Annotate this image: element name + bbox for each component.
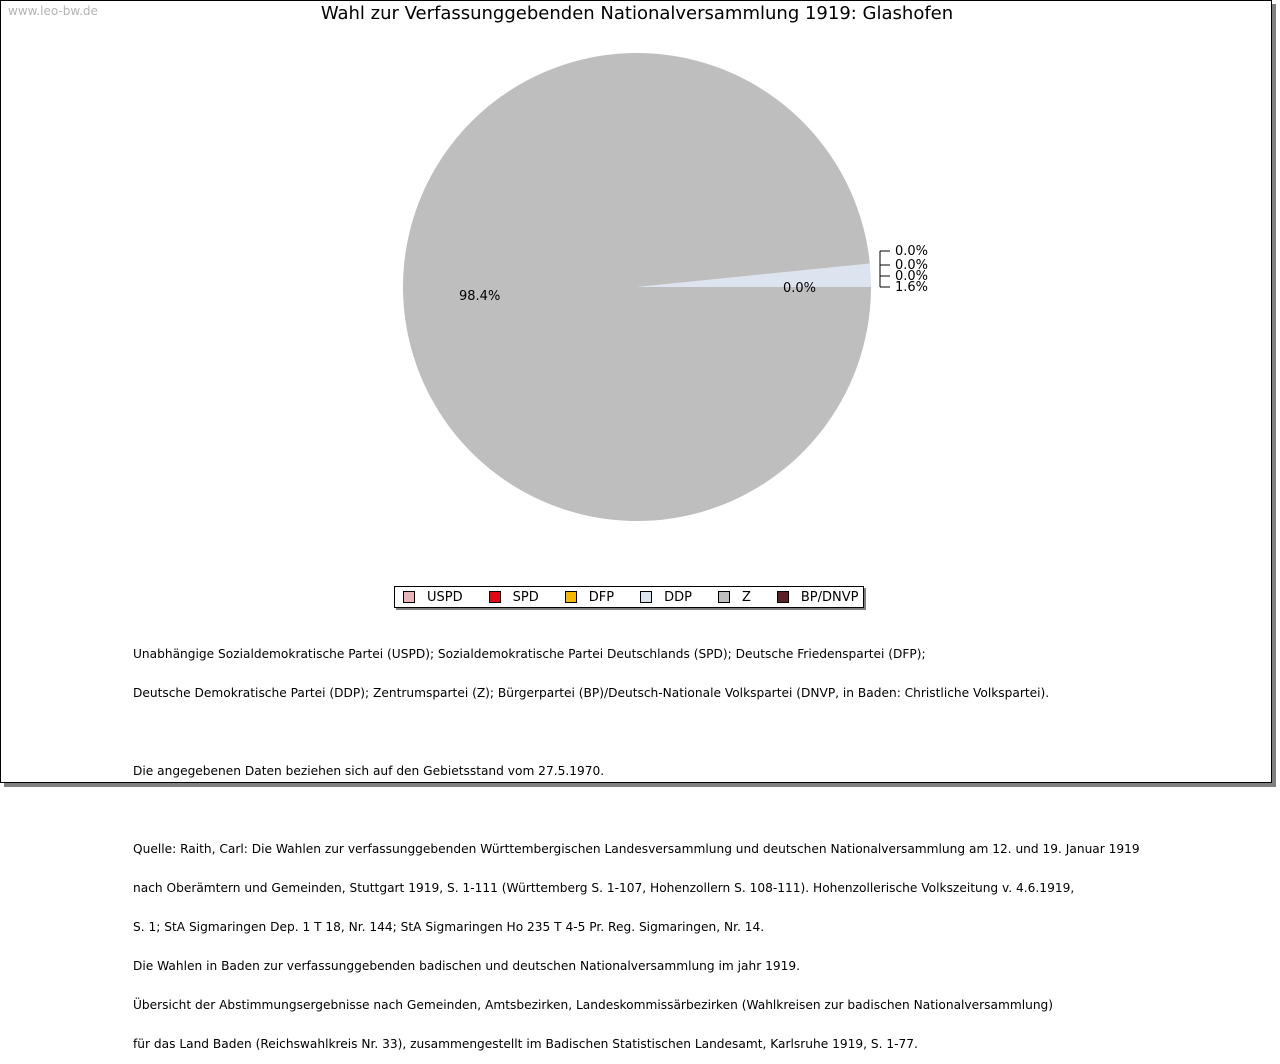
legend-swatch-z <box>718 591 730 603</box>
legend <box>394 586 864 608</box>
legend-item-bp-dnvp <box>777 590 859 605</box>
legend-label-uspd: USPD <box>427 589 463 605</box>
gebietsstand-note: Die angegebenen Daten beziehen sich auf den Gebietsstand vom 27.5.1970. <box>133 764 605 778</box>
legend-item-dfp <box>565 590 614 605</box>
legend-swatch-bp-dnvp <box>777 591 789 603</box>
legend-swatch-dfp <box>565 591 577 603</box>
source-line-4: Die Wahlen in Baden zur verfassunggebenden badischen und deutschen Nationalversammlung im jahr 1919. <box>133 959 800 973</box>
legend-label-spd: SPD <box>512 589 539 605</box>
data-label-z: 98.4% <box>459 289 501 304</box>
legend-item-uspd <box>403 590 463 605</box>
legend-label-bp-dnvp: BP/DNVP <box>800 589 859 605</box>
legend-label-dfp: DFP <box>588 589 615 605</box>
notes-block <box>133 622 1140 1064</box>
source-line-1: Quelle: Raith, Carl: Die Wahlen zur verfassunggebenden Württembergischen Landesversammlung und deutschen Nationalversammlung am 12. und 19. Januar 1919 <box>133 842 1140 856</box>
source-line-6: für das Land Baden (Reichswahlkreis Nr. 33), zusammengestellt im Badischen Statistischen Landesamt, Karlsruhe 1919, S. 1-77. <box>133 1037 918 1051</box>
source-line-2: nach Oberämtern und Gemeinden, Stuttgart 1919, S. 1-111 (Württemberg S. 1-107, Hohenzollern S. 108-111). Hohenzollerische Volkszeitung v. 4.6.1919, <box>133 881 1075 895</box>
legend-item-ddp <box>640 590 692 605</box>
legend-item-spd <box>489 590 539 605</box>
data-label-spd: 0.0% <box>895 258 929 273</box>
data-label-ddp: 1.6% <box>895 280 929 295</box>
legend-swatch-uspd <box>403 591 415 603</box>
source-line-5: Übersicht der Abstimmungsergebnisse nach Gemeinden, Amtsbezirken, Landeskommissärbezirken (Wahlkreisen zur badischen Nationalversammlung) <box>133 998 1054 1012</box>
data-label-dfp: 0.0% <box>895 269 929 284</box>
data-label-bp-dnvp: 0.0% <box>783 281 817 296</box>
source-line-3: S. 1; StA Sigmaringen Dep. 1 T 18, Nr. 144; StA Sigmaringen Ho 235 T 4-5 Pr. Reg. Sigmaringen, Nr. 14. <box>133 920 765 934</box>
chart-title: Wahl zur Verfassunggebenden Nationalversammlung 1919: Glashofen <box>320 3 954 24</box>
party-note-line-2: Deutsche Demokratische Partei (DDP); Zentrumspartei (Z); Bürgerpartei (BP)/Deutsch-Nationale Volkspartei (DNVP, in Baden: Christliche Volkspartei). <box>133 686 1050 700</box>
data-label-uspd: 0.0% <box>895 244 929 259</box>
party-note-line-1: Unabhängige Sozialdemokratische Partei (USPD); Sozialdemokratische Partei Deutschlands (SPD); Deutsche Friedenspartei (DFP); <box>133 647 926 661</box>
legend-swatch-spd <box>489 591 501 603</box>
legend-label-ddp: DDP <box>664 589 692 605</box>
legend-item-z <box>718 590 751 605</box>
legend-label-z: Z <box>741 589 751 605</box>
legend-swatch-ddp <box>640 591 652 603</box>
watermark: www.leo-bw.de <box>8 4 98 18</box>
